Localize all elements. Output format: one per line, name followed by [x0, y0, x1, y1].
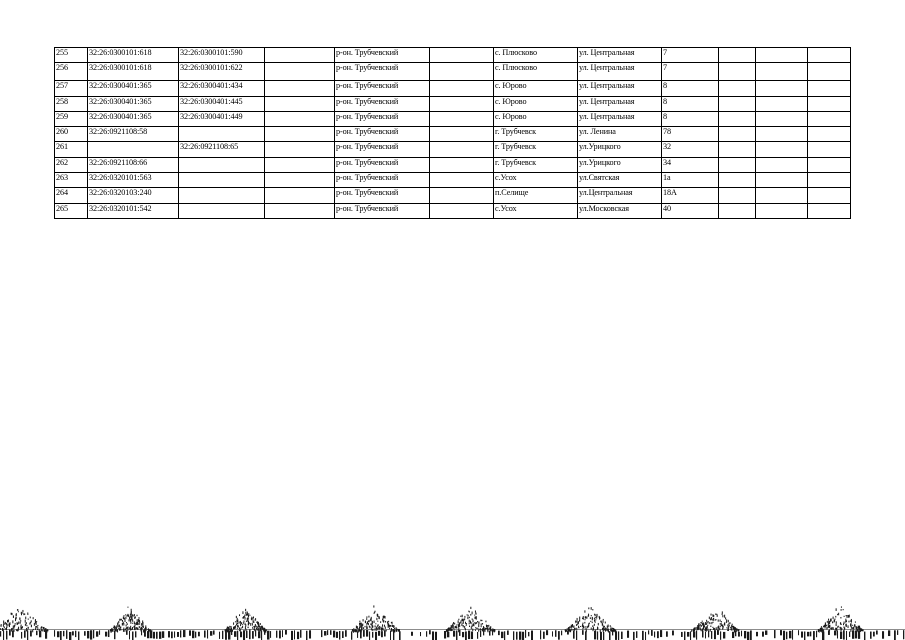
property-registry-table: [54, 47, 851, 219]
table-cell-cad1: 32:26:0320103:240: [88, 188, 179, 203]
table-cell-district: р-он. Трубчевский: [335, 111, 430, 126]
table-cell-house: 7: [662, 63, 719, 81]
table-cell-locality: п.Селище: [494, 188, 578, 203]
table-cell-c6: [430, 111, 494, 126]
table-cell-num: 265: [55, 203, 88, 218]
table-cell-c4: [265, 48, 335, 63]
table-cell-district: р-он. Трубчевский: [335, 127, 430, 142]
table-cell-c12: [808, 173, 851, 188]
table-row: [55, 142, 851, 157]
table-cell-cad2: [179, 188, 265, 203]
table-cell-c4: [265, 173, 335, 188]
table-cell-c10: [719, 111, 756, 126]
table-cell-c4: [265, 157, 335, 172]
table-cell-locality: с. Юрово: [494, 81, 578, 96]
table-cell-district: р-он. Трубчевский: [335, 203, 430, 218]
table-cell-c12: [808, 142, 851, 157]
table-cell-c12: [808, 127, 851, 142]
table-cell-street: ул. Центральная: [578, 96, 662, 111]
table-cell-c6: [430, 173, 494, 188]
table-cell-cad2: 32:26:0300101:622: [179, 63, 265, 81]
table-cell-c11: [756, 188, 808, 203]
table-cell-c12: [808, 96, 851, 111]
table-cell-c12: [808, 188, 851, 203]
table-row: [55, 188, 851, 203]
table-cell-c10: [719, 63, 756, 81]
table-cell-c12: [808, 111, 851, 126]
table-cell-c6: [430, 157, 494, 172]
table-cell-c11: [756, 63, 808, 81]
table-cell-house: 1а: [662, 173, 719, 188]
table-cell-locality: с. Плюсково: [494, 48, 578, 63]
table-cell-c10: [719, 48, 756, 63]
table-cell-cad1: [88, 142, 179, 157]
table-cell-c11: [756, 111, 808, 126]
table-cell-num: 257: [55, 81, 88, 96]
table-cell-district: р-он. Трубчевский: [335, 157, 430, 172]
table-cell-cad1: 32:26:0300401:365: [88, 96, 179, 111]
table-row: [55, 96, 851, 111]
table-cell-cad2: [179, 173, 265, 188]
table-cell-district: р-он. Трубчевский: [335, 81, 430, 96]
table-cell-street: ул. Центральная: [578, 81, 662, 96]
table-cell-c11: [756, 48, 808, 63]
table-cell-c12: [808, 203, 851, 218]
table-cell-cad2: [179, 203, 265, 218]
table-cell-c11: [756, 157, 808, 172]
table-row: [55, 111, 851, 126]
table-cell-house: 32: [662, 142, 719, 157]
table-cell-house: 8: [662, 81, 719, 96]
table-cell-street: ул.Московская: [578, 203, 662, 218]
table-cell-locality: с. Юрово: [494, 96, 578, 111]
table-cell-c6: [430, 203, 494, 218]
table-cell-house: 40: [662, 203, 719, 218]
table-cell-c10: [719, 96, 756, 111]
table-cell-c6: [430, 188, 494, 203]
table-cell-cad2: [179, 127, 265, 142]
table-cell-street: ул. Ленина: [578, 127, 662, 142]
table-cell-street: ул. Центральная: [578, 48, 662, 63]
table-cell-c12: [808, 63, 851, 81]
table-cell-c12: [808, 48, 851, 63]
table-cell-cad1: 32:26:0300401:365: [88, 111, 179, 126]
table-cell-c4: [265, 63, 335, 81]
table-cell-c4: [265, 96, 335, 111]
table-row: [55, 48, 851, 63]
table-cell-c6: [430, 127, 494, 142]
scan-edge-artifact: [0, 590, 905, 640]
table-cell-c10: [719, 157, 756, 172]
table-cell-c4: [265, 203, 335, 218]
table-row: [55, 157, 851, 172]
table-cell-num: 256: [55, 63, 88, 81]
table-row: [55, 81, 851, 96]
table-cell-street: ул.Святская: [578, 173, 662, 188]
table-cell-c10: [719, 188, 756, 203]
table-cell-house: 8: [662, 111, 719, 126]
table-cell-c6: [430, 48, 494, 63]
table-cell-cad1: 32:26:0300101:618: [88, 48, 179, 63]
table-row: [55, 63, 851, 81]
table-cell-cad1: 32:26:0320101:563: [88, 173, 179, 188]
table-cell-locality: г. Трубчевск: [494, 127, 578, 142]
table-cell-c10: [719, 81, 756, 96]
table-row: [55, 173, 851, 188]
table-cell-c11: [756, 203, 808, 218]
table-cell-locality: г. Трубчевск: [494, 142, 578, 157]
table-cell-locality: с. Плюсково: [494, 63, 578, 81]
table-cell-c11: [756, 173, 808, 188]
table-cell-street: ул.Урицкого: [578, 142, 662, 157]
table-cell-cad1: 32:26:0921108:58: [88, 127, 179, 142]
table-cell-cad2: 32:26:0300101:590: [179, 48, 265, 63]
table-cell-cad1: 32:26:0300401:365: [88, 81, 179, 96]
table-row: [55, 203, 851, 218]
table-row: [55, 127, 851, 142]
table-cell-c6: [430, 63, 494, 81]
table-cell-locality: с.Усох: [494, 203, 578, 218]
table-cell-house: 7: [662, 48, 719, 63]
table-cell-district: р-он. Трубчевский: [335, 173, 430, 188]
registry-table-body: [55, 48, 851, 219]
table-cell-c11: [756, 127, 808, 142]
table-cell-c6: [430, 96, 494, 111]
table-cell-district: р-он. Трубчевский: [335, 63, 430, 81]
table-cell-c11: [756, 96, 808, 111]
table-cell-house: 8: [662, 96, 719, 111]
table-cell-cad2: 32:26:0300401:449: [179, 111, 265, 126]
table-cell-cad2: [179, 157, 265, 172]
table-cell-cad2: 32:26:0921108:65: [179, 142, 265, 157]
table-cell-num: 260: [55, 127, 88, 142]
table-cell-c10: [719, 203, 756, 218]
table-cell-cad2: 32:26:0300401:434: [179, 81, 265, 96]
table-cell-num: 262: [55, 157, 88, 172]
table-cell-num: 264: [55, 188, 88, 203]
table-cell-c10: [719, 127, 756, 142]
table-cell-cad2: 32:26:0300401:445: [179, 96, 265, 111]
table-cell-num: 255: [55, 48, 88, 63]
table-cell-district: р-он. Трубчевский: [335, 48, 430, 63]
table-cell-street: ул.Центральная: [578, 188, 662, 203]
table-cell-street: ул. Центральная: [578, 111, 662, 126]
table-cell-c6: [430, 142, 494, 157]
table-cell-c12: [808, 81, 851, 96]
table-cell-locality: с.Усох: [494, 173, 578, 188]
table-cell-cad1: 32:26:0320101:542: [88, 203, 179, 218]
table-cell-c4: [265, 81, 335, 96]
table-cell-locality: г. Трубчевск: [494, 157, 578, 172]
table-cell-district: р-он. Трубчевский: [335, 142, 430, 157]
table-cell-district: р-он. Трубчевский: [335, 188, 430, 203]
table-cell-num: 258: [55, 96, 88, 111]
table-cell-house: 34: [662, 157, 719, 172]
table-cell-locality: с. Юрово: [494, 111, 578, 126]
table-cell-num: 261: [55, 142, 88, 157]
table-cell-c11: [756, 142, 808, 157]
table-cell-c4: [265, 188, 335, 203]
table-cell-c11: [756, 81, 808, 96]
table-cell-num: 259: [55, 111, 88, 126]
table-cell-street: ул.Урицкого: [578, 157, 662, 172]
table-cell-cad1: 32:26:0300101:618: [88, 63, 179, 81]
table-cell-cad1: 32:26:0921108:66: [88, 157, 179, 172]
table-cell-c4: [265, 142, 335, 157]
table-cell-c6: [430, 81, 494, 96]
table-cell-house: 78: [662, 127, 719, 142]
table-cell-district: р-он. Трубчевский: [335, 96, 430, 111]
table-cell-house: 18А: [662, 188, 719, 203]
table-cell-street: ул. Центральная: [578, 63, 662, 81]
table-cell-c10: [719, 142, 756, 157]
table-cell-c12: [808, 157, 851, 172]
table-cell-c4: [265, 111, 335, 126]
table-cell-c4: [265, 127, 335, 142]
table-cell-num: 263: [55, 173, 88, 188]
table-cell-c10: [719, 173, 756, 188]
